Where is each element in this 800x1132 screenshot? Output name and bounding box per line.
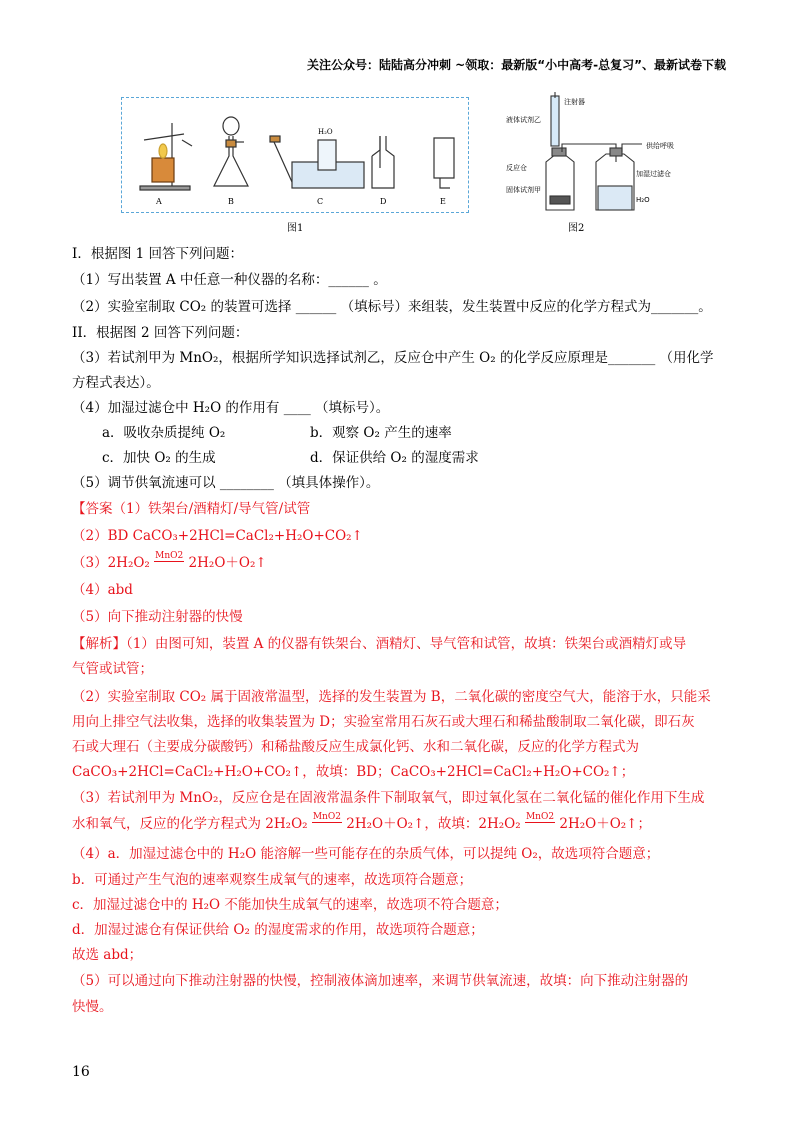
explanation-2-line-2: 用向上排空气法收集，选择的收集装置为 D；实验室常用石灰石或大理石和稀盐酸制取二氧化碳，即石灰: [72, 714, 695, 730]
explanation-4-line-1: （4）a．加湿过滤仓中的 H₂O 能溶解一些可能存在的杂质气体，可以提纯 O₂，故选项符合题意；: [72, 846, 660, 862]
catalyst-label: MnO2: [155, 551, 184, 561]
answer-3-product: 2H₂O＋O₂↑: [184, 555, 267, 571]
option-d: d．保证供给 O₂ 的湿度需求: [310, 450, 479, 466]
fig1-label-c: C: [317, 197, 324, 206]
question-3-line-2: 方程式表达）。: [72, 375, 160, 391]
figure-2-caption: 图2: [568, 223, 585, 234]
explanation-2-line-4: CaCO₃+2HCl=CaCl₂+H₂O+CO₂↑，故填：BD；CaCO₃+2HCl=CaCl₂+H₂O+CO₂↑；: [72, 764, 635, 780]
explanation-4-line-4: d．加湿过滤仓有保证供给 O₂ 的湿度需求的作用，故选项符合题意；: [72, 922, 484, 938]
answer-1: 【答案（1）铁架台/酒精灯/导气管/试管: [72, 501, 311, 517]
option-a: a．吸收杂质提纯 O₂: [102, 425, 226, 441]
fig1-water-label: H₂O: [318, 128, 333, 136]
fig2-label-supply: 供给呼吸: [646, 142, 674, 150]
option-b: b．观察 O₂ 产生的速率: [310, 425, 452, 441]
question-2: （2）实验室制取 CO₂ 的装置可选择 ______ （填标号）来组装，发生装置中反应的化学方程式为_______。: [72, 299, 712, 315]
answer-3-reactant: （3）2H₂O₂: [72, 555, 155, 571]
answer-4: （4）abd: [72, 582, 133, 598]
explanation-1-line-1: 【解析】（1）由图可知，装置 A 的仪器有铁架台、酒精灯、导气管和试管，故填：铁架台或酒精灯或导: [72, 636, 687, 652]
figure-2-oxygen-generator: [506, 92, 706, 217]
part-2-heading: II．根据图 2 回答下列问题：: [72, 325, 249, 341]
explanation-4-line-2: b．可通过产生气泡的速率观察生成氧气的速率，故选项符合题意；: [72, 872, 473, 888]
fig2-label-solid: 固体试剂甲: [506, 186, 541, 194]
answer-5: （5）向下推动注射器的快慢: [72, 609, 243, 625]
question-3-line-1: （3）若试剂甲为 MnO₂，根据所学知识选择试剂乙，反应仓中产生 O₂ 的化学反应原理是_______ （用化学: [72, 350, 714, 366]
fig1-label-a: A: [156, 197, 162, 206]
explanation-5-line-1: （5）可以通过向下推动注射器的快慢，控制液体滴加速率，来调节供氧流速，故填：向下推动注射器的: [72, 973, 689, 989]
answer-2: （2）BD CaCO₃+2HCl=CaCl₂+H₂O+CO₂↑: [72, 528, 363, 544]
fig2-label-reaction: 反应仓: [506, 164, 527, 172]
question-5: （5）调节供氧流速可以 ________ （填具体操作）。: [72, 475, 380, 491]
explanation-5-line-2: 快慢。: [72, 999, 113, 1015]
explanation-2-line-1: （2）实验室制取 CO₂ 属于固液常温型，选择的发生装置为 B，二氧化碳的密度空气大，能溶于水，只能采: [72, 689, 711, 705]
option-c: c．加快 O₂ 的生成: [102, 450, 216, 466]
fig1-label-d: D: [380, 197, 387, 206]
lab-apparatus-drawing: [122, 98, 468, 212]
fig2-label-water: H₂O: [636, 196, 650, 204]
question-4: （4）加湿过滤仓中 H₂O 的作用有 ____ （填标号）。: [72, 400, 390, 416]
catalyst-label: MnO2: [312, 812, 341, 822]
fig2-label-filter: 加湿过滤仓: [636, 170, 671, 178]
part-1-heading: I．根据图 1 回答下列问题：: [72, 246, 244, 262]
header-notice: 关注公众号：陆陆高分冲刺 ~领取：最新版“小中高考-总复习”、最新试卷下载: [307, 58, 726, 72]
answer-3: [72, 551, 267, 572]
page-number: 16: [72, 1064, 90, 1080]
question-1: （1）写出装置 A 中任意一种仪器的名称：______ 。: [72, 272, 387, 288]
fig1-label-b: B: [228, 197, 234, 206]
oxygen-generator-drawing: [506, 92, 706, 217]
figure-1-apparatus: [121, 97, 469, 213]
explanation-3-line-1: （3）若试剂甲为 MnO₂，反应仓是在固液常温条件下制取氧气，即过氧化氢在二氧化锰的催化作用下生成: [72, 790, 705, 806]
fig2-label-syringe: 注射器: [564, 98, 585, 106]
fig1-label-e: E: [440, 197, 446, 206]
explanation-4-line-3: c．加湿过滤仓中的 H₂O 不能加快生成氧气的速率，故选项不符合题意；: [72, 897, 508, 913]
explanation-1-line-2: 气管或试管；: [72, 661, 153, 677]
explanation-2-line-3: 石或大理石（主要成分碳酸钙）和稀盐酸反应生成氯化钙、水和二氧化碳，反应的化学方程式为: [72, 739, 639, 755]
figure-1-caption: 图1: [287, 223, 304, 234]
catalyst-label: MnO2: [525, 812, 555, 822]
explanation-4-line-5: 故选 abd；: [72, 947, 143, 963]
explanation-3-line-2: 水和氧气，反应的化学方程式为 2H₂O₂ MnO2 2H₂O＋O₂↑，故填：2H₂O₂ MnO2 2H₂O＋O₂↑；: [72, 812, 651, 832]
fig2-label-liquid: 液体试剂乙: [506, 116, 541, 124]
